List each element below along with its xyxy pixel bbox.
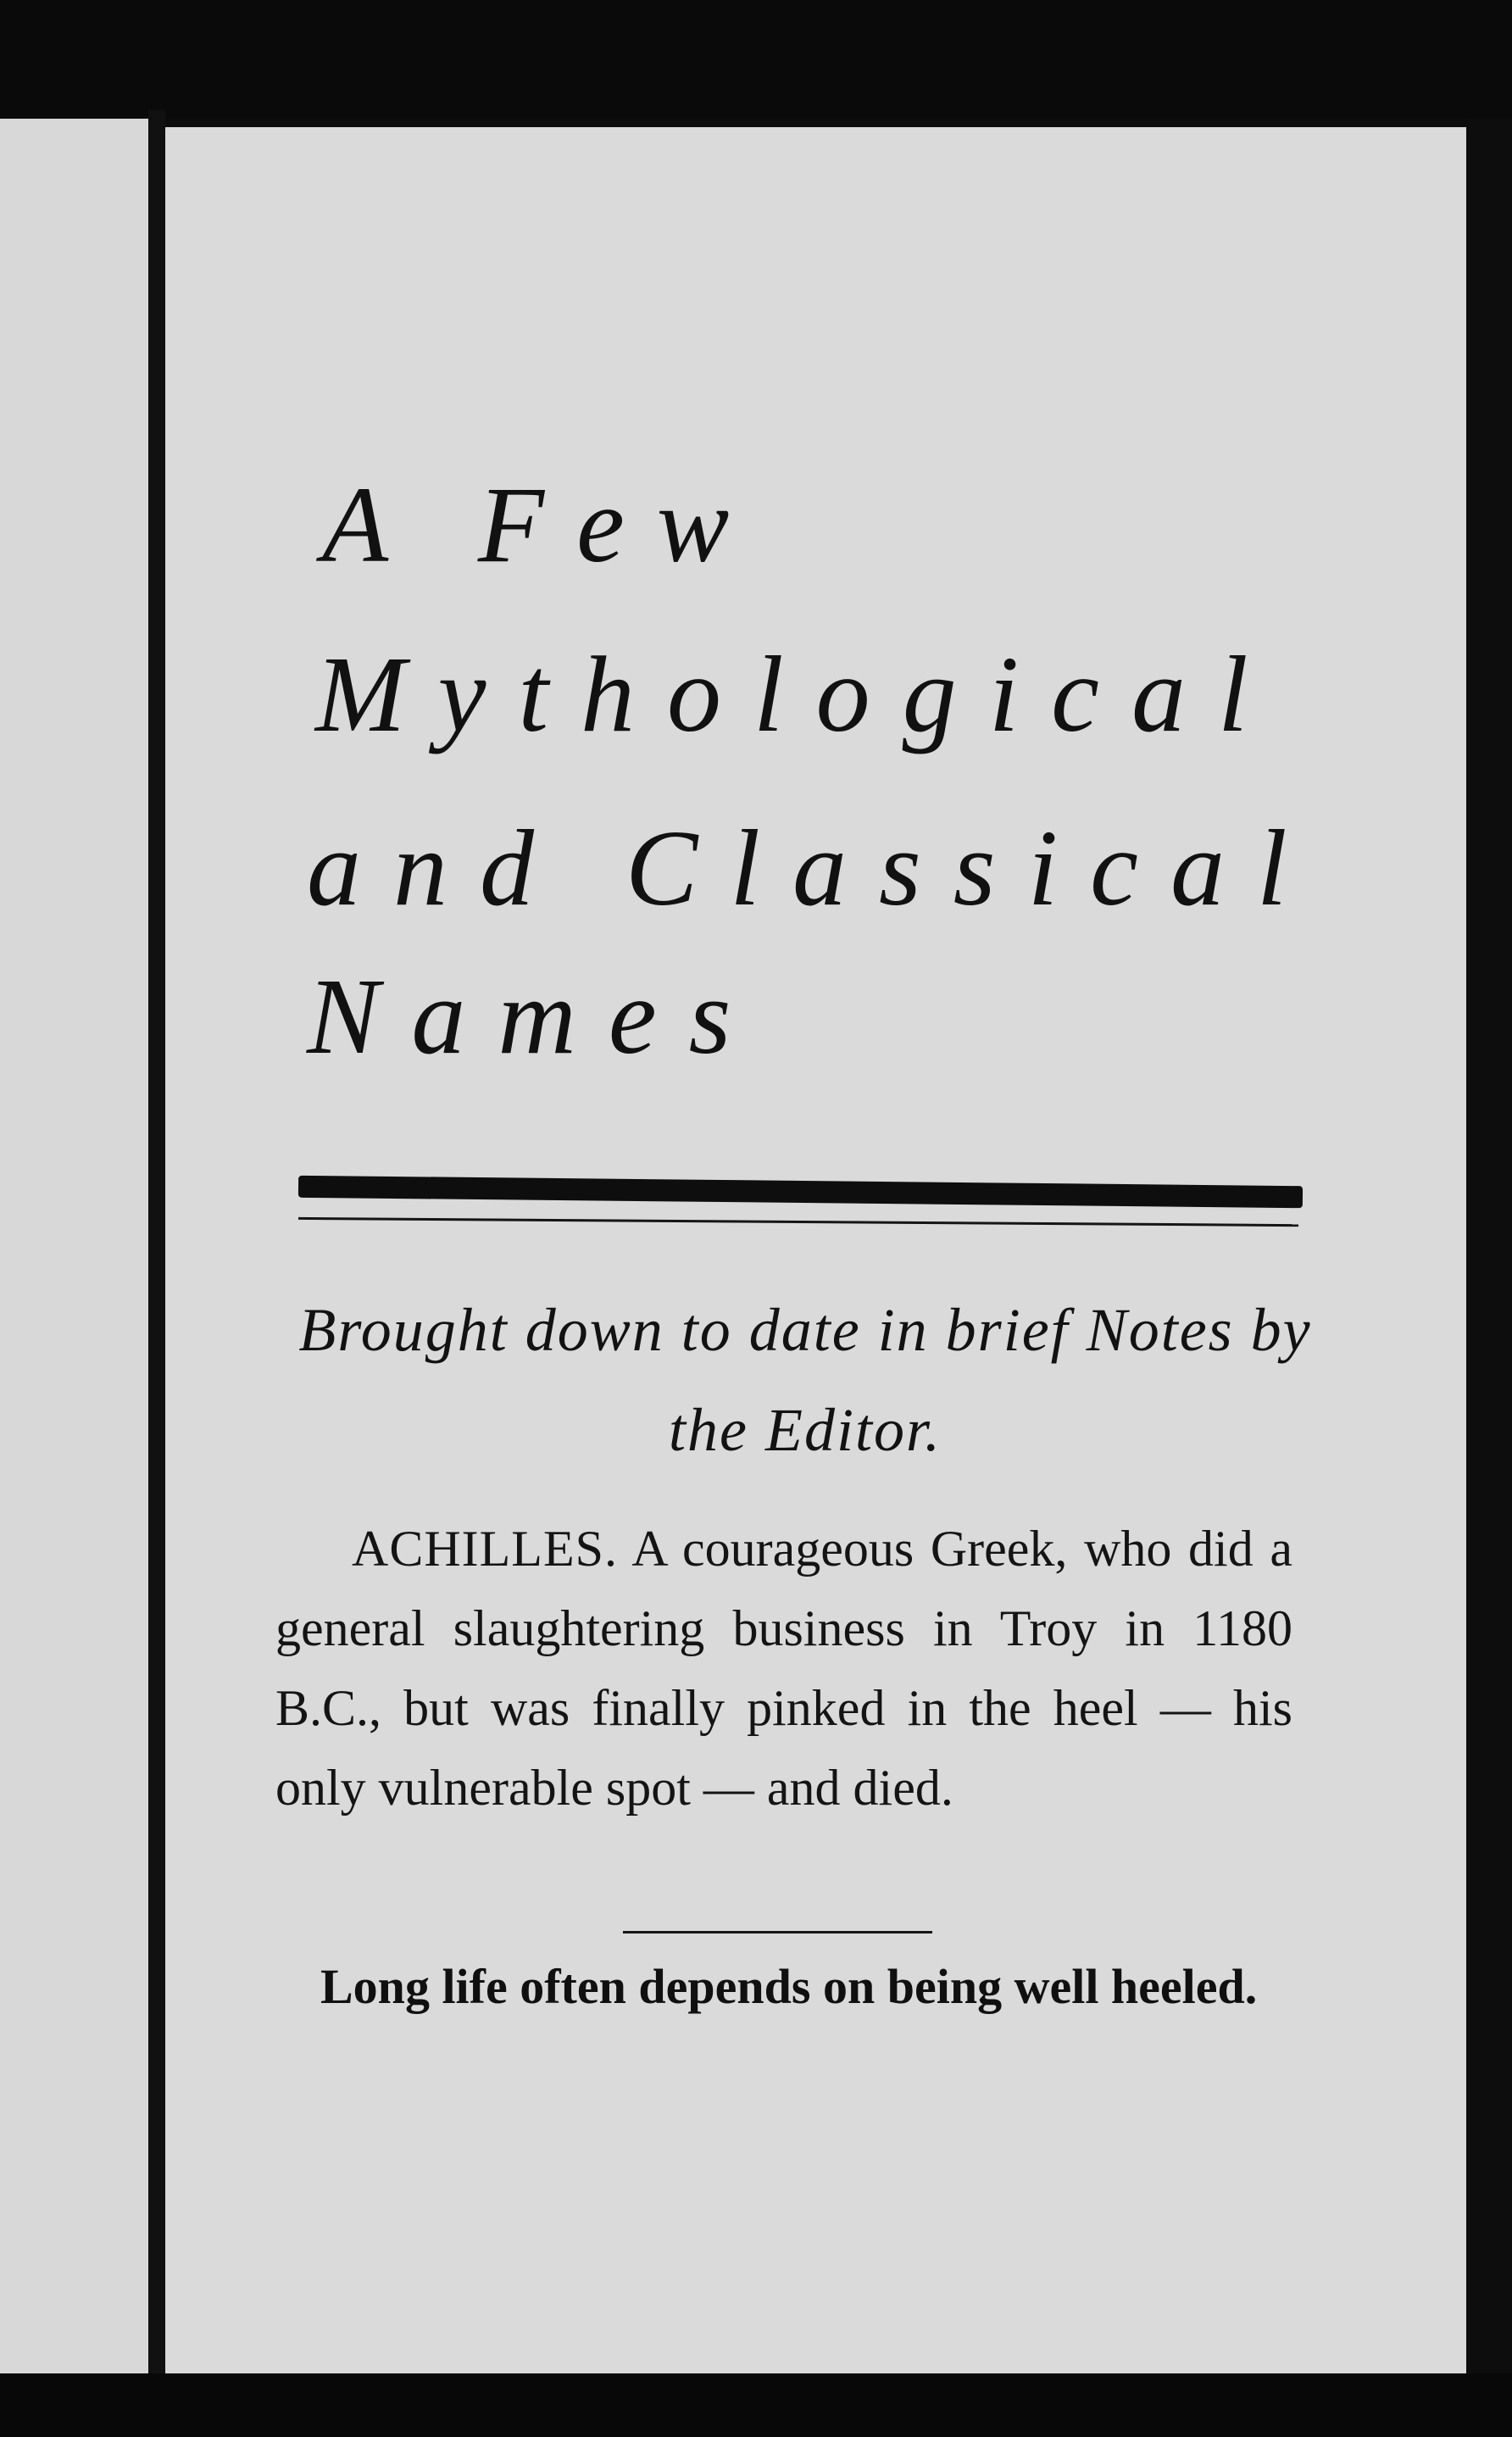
short-divider-rule — [623, 1931, 932, 1933]
scan-bottom-border — [0, 2373, 1512, 2437]
facing-page-edge — [0, 119, 148, 2399]
title-line-2: Mythological — [315, 634, 1281, 754]
joke-line: Long life often depends on being well heeled. — [320, 1959, 1258, 2014]
scan-right-border — [1466, 119, 1512, 2407]
title-line-1: A Few — [322, 465, 762, 585]
book-gutter — [148, 110, 165, 2399]
entry-heading: ACHILLES. — [352, 1521, 618, 1577]
title-line-3: and Classical — [307, 808, 1320, 928]
joke-text — [270, 1954, 1274, 2020]
scan-top-border — [0, 0, 1512, 119]
title-line-4: Names — [307, 956, 764, 1077]
achilles-entry — [275, 1509, 1292, 1828]
subtitle: Brought down to date in brief Notes by the Editor. — [298, 1296, 1312, 1464]
entry-text: A courageous Greek, who did a general slaughtering business in Troy in 1180 B.C., but was finally pinked in the heel — his only vulnerable spot — and died. — [275, 1521, 1292, 1816]
